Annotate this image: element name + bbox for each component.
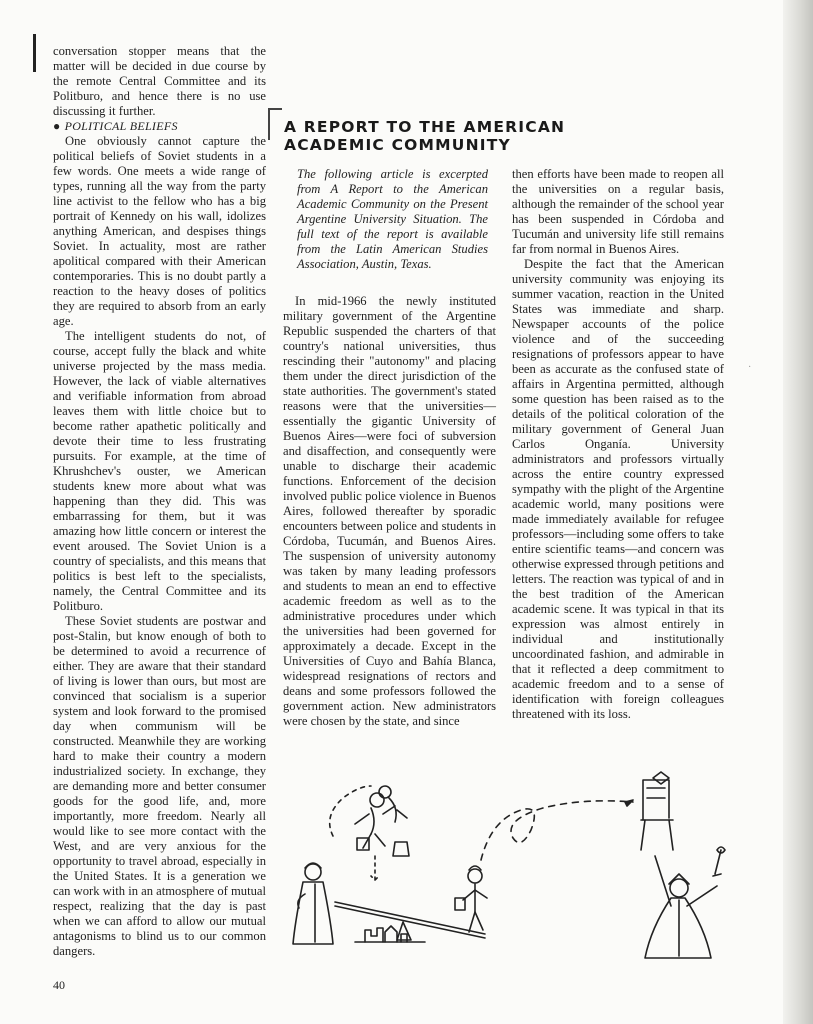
- margin-mark: [33, 34, 36, 72]
- article-title: A REPORT TO THE AMERICAN ACADEMIC COMMUNITY: [284, 118, 566, 154]
- student-figure: [455, 866, 487, 932]
- body-paragraph: One obviously cannot capture the political beliefs of Soviet students in a few words. One meets a wide range of types, running all the way from the party line activist to the fellow who has a big portrait of Kennedy on his wall, idolizes anything American, and despises things Soviet. In actuality, most are rather apolitical compared with their American contemporaries. This is no doubt partly a reaction to the heavy doses of politics they are required to absorb from an early age.: [53, 134, 266, 328]
- cartoon-illustration: [285, 764, 745, 964]
- section-heading-text: POLITICAL BELIEFS: [64, 119, 178, 133]
- bullet-icon: ●: [53, 119, 61, 133]
- dashed-trajectory: [481, 801, 633, 860]
- page-edge-shadow: [783, 0, 813, 1024]
- margin-tick: ·: [748, 362, 752, 373]
- intro-paragraph: conversation stopper means that the matter will be decided in due course by the remote Central Committee and its Politburo, and hence there is no use discussing it further.: [53, 44, 266, 118]
- robed-figure-left: [293, 863, 333, 944]
- body-paragraph: In mid-1966 the newly instituted military government of the Argentine Republic suspended the charters of that country's national universities, thus rescinding their "autonomy" and placing them under the direct jurisdiction of the state authorities. The government's stated reasons were that the universities—essentially the gigantic University of Buenos Aires—were foci of subversion and disaffection, and consequently were unable to discharge their academic functions. Enforcement of the decision involved public police violence in Buenos Aires, followed thereafter by sporadic encounters between police and students in Córdoba, Tucumán, and Buenos Aires. The suspension of university autonomy was taken by many leading professors and students to mean an end to effective academic freedom as well as to the administrative procedures under which the universities had been governed for approximately a decade. Except in the Universities of Cuyo and Bahía Blanca, widespread resignations of rectors and deans and some professors followed the government action. New administrators were chosen by the state, and since: [283, 294, 496, 728]
- body-paragraph: Despite the fact that the American university community was enjoying its summer vacation, reaction in the United States was immediate and sharp. Newspaper accounts of the police violence and of the succeeding resignations of professors appear to have been as accurate as the confused state of affairs in Argentina permitted, although some question has been raised as to the details of the political coloration of the military government of General Juan Carlos Onganía. University administrators and professors virtually across the entire country expressed sympathy with the plight of the Argentine academic world, many positions were made immediately available for refugee professors—including some offers to take entire scientific teams—and concern was otherwise expressed through petitions and letters. The reaction was typical of and in the best tradition of the American academic scene. It was typical in that its expression was almost entirely in individual and institutionally uncoordinated fashion, and admirable in that it reflected a deep commitment to academic freedom and to a sense of identification with foreign colleagues threatened with its loss.: [512, 257, 724, 721]
- bracket-mark: [268, 108, 270, 140]
- body-paragraph: The intelligent students do not, of course, accept fully the black and white universe projected by the mass media. However, the lack of viable alternatives and verifiable information from abroad leaves them with little choice but to become rather apathetic politically and devote their time to less frustrating pursuits. For example, at the time of Khrushchev's ouster, we American students knew more about what was happening than they did. This was embarrassing for them, but it was amazing how little concern or interest the event aroused. The Soviet Union is a country of specialists, and this means that politics is best left to the specialists, namely, the Central Committee and its Politburo.: [53, 329, 266, 613]
- body-paragraph: then efforts have been made to reopen all the universities on a regular basis, although the remainder of the school year has been suspended in Córdoba and Tucumán and university life still remains far from normal in Buenos Aires.: [512, 167, 724, 256]
- seesaw: [335, 902, 485, 942]
- left-column: [53, 44, 266, 959]
- page-number: 40: [53, 978, 65, 992]
- middle-column: [283, 167, 496, 729]
- chair: [641, 772, 673, 850]
- section-heading: [53, 119, 266, 134]
- professor-figure: [645, 847, 725, 958]
- right-column: [512, 167, 724, 722]
- jumping-figures: [330, 786, 409, 880]
- excerpt-note: The following article is excerpted from A Report to the American Academic Community on the Present Argentine University Situation. The full text of the report is available from the Latin American Studies Association, Austin, Texas.: [297, 167, 488, 271]
- body-paragraph: These Soviet students are postwar and post-Stalin, but know enough of both to be determined to avoid a recurrence of either. They are aware that their standard of living is lower than ours, but most are convinced that socialism is a superior system and look forward to the promised day when communism will be constructed. Meanwhile they are working hard to make their country a modern industrialized society. In exchange, they are demanding more and better consumer goods for the good life, and, more importantly, more freedom. Nearly all would like to see more contact with the West, and are very anxious for the opportunity to travel abroad, especially in the United States. It is a generation we can work with in an atmosphere of mutual respect, realizing that the day is past when we can afford to allow our mutual antagonisms to blind us to our common dangers.: [53, 614, 266, 958]
